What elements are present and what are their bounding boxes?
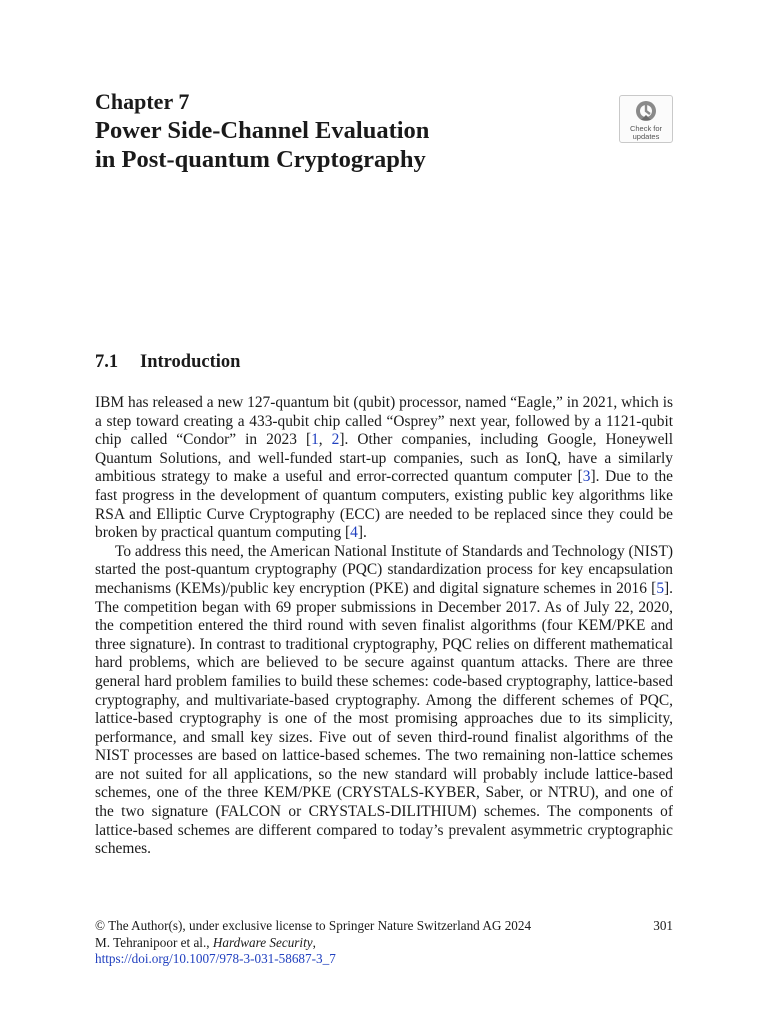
badge-line-1: Check for [629,124,663,133]
chapter-title-line-1: Power Side-Channel Evaluation [95,117,430,144]
doi-link[interactable]: https://doi.org/10.1007/978-3-031-58687-3_7 [95,951,336,966]
paragraph-2 [95,543,673,859]
footer-book-suffix: , [312,934,316,950]
text-segment: ]. Other companies, including Google, Honeywell Quantum Solutions, and well-funded start-up companies, such as IonQ, have a similarly ambitious strategy to make a useful and error-corrected quantum computer [ [95,431,673,486]
copyright-notice: © The Author(s), under exclusive license to Springer Nature Switzerland AG 2024 [95,918,532,933]
section-number: 7.1 [95,352,119,372]
section-heading [95,350,240,374]
footer-book-title: Hardware Security [212,934,313,950]
text-segment: ]. Due to the fast progress in the development of quantum computers, existing public key algorithms like RSA and Elliptic Curve Cryptography (ECC) are needed to be replaced since they could be broken by practical quantum computing [ [95,468,674,542]
chapter-title-line-2: in Post-quantum Cryptography [95,146,426,173]
text-segment: ]. [357,524,367,542]
footer-authors: M. Tehranipoor et al., [95,934,213,950]
page-number: 301 [653,918,673,933]
citation-link[interactable]: 3 [582,468,591,486]
page-footer [95,918,673,968]
text-segment: IBM has released a new 127-quantum bit (qubit) processor, named “Eagle,” in 2021, which is a step toward creating a 433-qubit chip called “Osprey” next year, followed by a 1121-qubit chip called “Condor” in 2023 [ [95,394,673,449]
text-segment: To address this need, the American National Institute of Standards and Technology (NIST) started the post-quantum cryptography (PQC) standardization process for key encapsulation mechanisms (KEMs)/public key encryption (PKE) and digital signature schemes in 2016 [ [95,542,673,597]
citation-link[interactable]: 1 [311,431,319,449]
citation-link[interactable]: 5 [656,579,665,597]
paragraph-1 [95,394,673,543]
badge-text [620,125,672,141]
text-segment: , [318,431,332,449]
text-segment: ]. The competition began with 69 proper submissions in December 2017. As of July 22, 2020, the competition entered the third round with seven finalist algorithms (four KEM/PKE and three signature). In contrast to traditional cryptography, PQC relies on different mathematical hard problems, which are believed to be secure against quantum attacks. There are three general hard problem families to build these schemes: code-based cryptography, lattice-based cryptography, and multivariate-based cryptography. Among the different schemes of PQC, lattice-based cryptography is one of the most promising approaches due to its simplicity, performance, and small key sizes. Five out of seven third-round finalist algorithms of the NIST processes are based on lattice-based schemes. The two remaining non-lattice schemes are not suited for all applications, so the new standard will probably include lattice-based schemes, one of the three KEM/PKE (CRYSTALS-KYBER, Saber, or NTRU), and one of the two signature (FALCON or CRYSTALS-DILITHIUM) schemes. The components of lattice-based schemes are different compared to today’s prevalent asymmetric cryptographic schemes. [95,579,673,858]
citation-link[interactable]: 2 [331,431,340,449]
chapter-title [95,116,575,174]
citation-link[interactable]: 4 [350,524,358,542]
footer-citation [95,935,673,952]
check-for-updates-icon [635,100,657,124]
check-for-updates-badge[interactable] [619,95,673,143]
footer-copyright-row [95,918,673,935]
badge-line-2: updates [632,132,660,141]
body-text [95,394,673,859]
section-title: Introduction [140,352,241,372]
chapter-label: Chapter 7 [95,89,190,114]
